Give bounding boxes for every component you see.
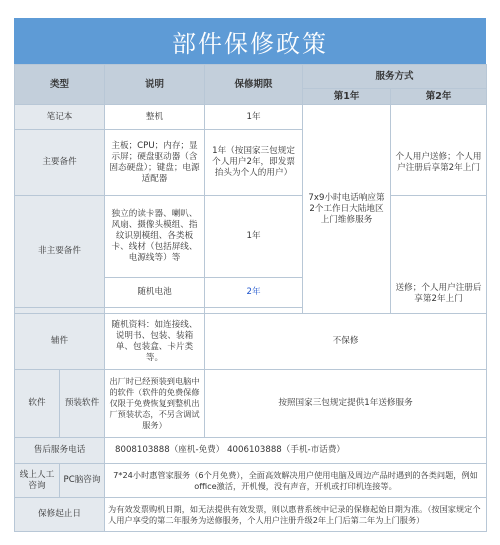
- row-battery-desc: 随机电池: [105, 278, 205, 308]
- row-software-type: 软件: [15, 370, 60, 438]
- row-online-type: 线上人工咨询: [15, 464, 60, 498]
- row-minor-parts-type: 非主要备件: [15, 196, 105, 308]
- header-type: 类型: [15, 65, 105, 105]
- minor-parts-year2-cell: 送修；个人用户注册后享第2年上门: [391, 196, 487, 314]
- header-year-2: 第2年: [391, 89, 487, 105]
- row-laptop-desc: 整机: [105, 105, 205, 130]
- row-software-subtype: 预装软件: [60, 370, 105, 438]
- row-start-date-value: 为有效发票购机日期，如无法提供有效发票，则以惠普系统中记录的保修起始日期为准。（按国家规定个人用户享受的第二年服务为送修服务，个人用户注册升级2年上门后第二年为上门服务）: [105, 498, 487, 532]
- row-hotline-label: 售后服务电话: [15, 438, 105, 464]
- row-main-parts-type: 主要备件: [15, 130, 105, 196]
- header-warranty-period: 保修期限: [205, 65, 303, 105]
- header-year-1: 第1年: [303, 89, 391, 105]
- row-online-value: 7*24小时惠管家服务（6个月免费），全面高效解决用户使用电脑及周边产品时遇到的各类问题，例如office激活，开机慢，没有声音，开机或打印机连接等。: [105, 464, 487, 498]
- row-online-subtype: PC脑咨询: [60, 464, 105, 498]
- row-minor-parts-desc: 独立的读卡器、喇叭、风扇、摄像头模组、指纹识别模组、各类板卡、线材（包括屏线、电源线等）等: [105, 196, 205, 278]
- main-parts-year2-cell: 个人用户送修；个人用户注册后享第2年上门: [391, 130, 487, 196]
- row-accessories-service: 不保修: [205, 314, 487, 370]
- row-accessories-desc: 随机资料：如连接线、说明书、包装、装箱单、包装盒、卡片类等。: [105, 314, 205, 370]
- row-main-parts-desc: 主板；CPU；内存；显示屏；硬盘驱动器（含固态硬盘）；键盘；电源适配器: [105, 130, 205, 196]
- row-accessories-type: 辅件: [15, 314, 105, 370]
- header-service-method: 服务方式: [303, 65, 487, 89]
- row-main-parts-period: 1年（按国家三包规定个人用户2年，即发票抬头为个人的用户）: [205, 130, 303, 196]
- row-software-desc: 出厂时已经预装到电脑中的软件（软件的免费保修仅限于免费恢复到整机出厂预装状态，不另含调试服务）: [105, 370, 205, 438]
- row-laptop-type: 笔记本: [15, 105, 105, 130]
- row-software-service: 按照国家三包规定提供1年送修服务: [205, 370, 487, 438]
- row-start-date-label: 保修起止日: [15, 498, 105, 532]
- laptop-year2-cell: [391, 105, 487, 130]
- row-hotline-value: 8008103888（座机-免费） 4006103888（手机-市话费）: [105, 438, 487, 464]
- row-laptop-period: 1年: [205, 105, 303, 130]
- header-description: 说明: [105, 65, 205, 105]
- warranty-table: [14, 64, 487, 532]
- year1-service-cell: 7x9小时电话响应第2个工作日大陆地区上门维修服务: [303, 105, 391, 314]
- row-battery-period: 2年: [205, 278, 303, 308]
- row-minor-parts-period: 1年: [205, 196, 303, 278]
- page-title: 部件保修政策: [14, 18, 486, 64]
